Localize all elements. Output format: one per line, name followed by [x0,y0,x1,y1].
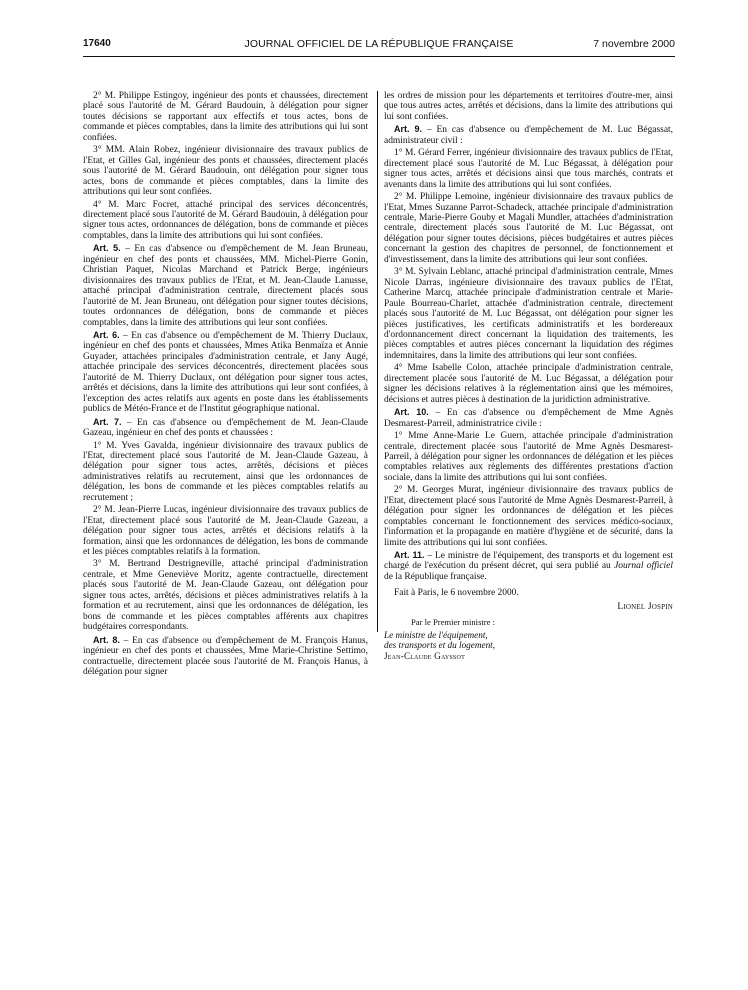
left-column [83,91,368,679]
paragraph: 3° MM. Alain Robez, ingénieur divisionnaire des travaux publics de l'Etat, et Gilles Gal, ingénieur des ponts et chaussées, directement placés sous l'autorité de M. Gérard Baudouin, ont délégation pour signer tous actes, bons de commande et pièces comptables, dans la limite des attributions qui leur sont confiées. [83,145,368,198]
article-text: – En cas d'absence ou d'empêchement de Mme Agnès Desmarest-Parreil, administratrice civile : [384,408,673,429]
paragraph: 2° M. Jean-Pierre Lucas, ingénieur divisionnaire des travaux publics de l'Etat, directement placé sous l'autorité de M. Jean-Claude Gazeau, a délégation pour signer tous actes, arrêtés et décisions relatifs à la formation, ainsi que les ordonnances de délégation, les bons de commande et les pièces comptables relatifs à la formation. [83,505,368,558]
article-label: Art. 8. [93,634,120,645]
paragraph-continued: les ordres de mission pour les départements et territoires d'outre-mer, ainsi que tous autres actes, arrêtés et décisions, dans la limite des attributions qui lui sont confiées. [384,91,673,122]
article-8 [83,635,368,678]
article-label: Art. 9. [394,124,423,135]
minister-title-line2: des transports et du logement, [384,640,496,651]
article-label: Art. 11. [394,550,425,561]
journal-title: JOURNAL OFFICIEL DE LA RÉPUBLIQUE FRANÇAISE [244,38,514,50]
article-text: – En cas d'absence ou d'empêchement de M. Jean Bruneau, ingénieur en chef des ponts et chaussées, MM. Michel-Pierre Gonin, Christian Paquet, Nicolas Marchand et Patrick Berge, ingénieurs divisionnaires des travaux publics de l'Etat, et M. Jean-Claude Lanusse, attaché principal d'administration centrale, directement placés sous l'autorité de M. Jean Bruneau, ont délégation pour signer toutes décisions, toutes ordonnances de délégation, bons de commande et pièces comptables, dans la limite des attributions qui leur sont confiées. [83,244,368,328]
paragraph: 2° M. Georges Murat, ingénieur divisionnaire des travaux publics de l'Etat, directement placé sous l'autorité de Mme Agnès Desmarest-Parreil, à délégation pour signer les ordonnances de délégation et les pièces comptables concernant le fonctionnement des services médico-sociaux, l'information et la propagande en matière d'hygiène et de sécurité, dans la limite des attributions qui lui sont confiées. [384,485,673,548]
article-text-end: de la République française. [384,571,487,582]
article-label: Art. 7. [93,416,122,427]
paragraph: 3° M. Bertrand Destrigneville, attaché principal d'administration centrale, et Mme Geneviève Moritz, agente contractuelle, directement placés sous l'autorité de M. Jean-Claude Gazeau, ont délégation pour signer tous actes, arrêtés, décisions et pièces administratives relatifs à la formation et au recrutement, ainsi que les ordonnances de délégation, les bons de commande et les pièces comptables afférents aux chapitres budgétaires correspondants. [83,559,368,633]
paragraph: 2° M. Philippe Lemoine, ingénieur divisionnaire des travaux publics de l'Etat, Mmes Suzanne Parrot-Schadeck, attachée principale d'administration centrale, Marie-Pierre Gouby et Magali Mundler, attachées d'administration centrale, directement placés sous l'autorité de M. Luc Bégassat, ont délégation pour signer toutes décisions, pièces budgétaires et autres pièces concernant la gestion des chapitres de personnel, de fonctionnement et d'investissement, dans la limite des attributions qui leur sont confiées. [384,192,673,265]
article-label: Art. 5. [93,243,121,254]
article-6 [83,330,368,415]
page-number: 17640 [83,38,111,49]
article-10 [384,407,673,429]
article-text: – En cas d'absence ou d'empêchement de M. Jean-Claude Gazeau, ingénieur en chef des ponts et chaussées : [83,417,368,439]
issue-date: 7 novembre 2000 [593,38,675,50]
paragraph: 2° M. Philippe Estingoy, ingénieur des ponts et chaussées, directement placé sous l'autorité de M. Gérard Baudouin, à délégation pour signer toutes décisions se rapportant aux effectifs et tous actes, bons de commande et pièces comptables, dans la limite des attributions qui lui sont confiées. [83,91,368,143]
paragraph: 1° M. Gérard Ferrer, ingénieur divisionnaire des travaux publics de l'Etat, directement placé sous l'autorité de M. Luc Bégassat, à délégation pour signer tous actes, arrêtés et décisions ainsi que tous marchés, contrats et avenants dans la limite des attributions qui lui sont confiées. [384,148,673,190]
minister-title-line1: Le ministre de l'équipement, [384,629,488,640]
article-label: Art. 10. [394,407,429,418]
signature-date: Fait à Paris, le 6 novembre 2000. [394,588,519,599]
paragraph: 1° M. Yves Gavalda, ingénieur divisionnaire des travaux publics de l'Etat, directement placé sous l'autorité de M. Jean-Claude Gazeau, à délégation pour signer tous actes, arrêtés, décisions et pièces administratives relatifs au recrutement, ainsi que les ordonnances de délégation, les bons de commande et les pièces comptables relatifs au recrutement ; [83,440,368,503]
par-premier-ministre: Par le Premier ministre : [411,617,496,628]
paragraph: 3° M. Sylvain Leblanc, attaché principal d'administration centrale, Mmes Nicole Darras, ingénieure divisionnaire des travaux publics de l'Etat, Catherine Marcq, attachée principale d'administration centrale et Marie-Paule Bourreau-Charlet, attachée d'administration centrale, directement placés sous l'autorité de M. Luc Bégassat, ont délégation pour signer les pièces justificatives, les certificats administratifs et les bordereaux d'ordonnancement direct concernant la liquidation des traitements, les pièces comptables et autres pièces concernant la liquidation des régimes indemnitaires, dans la limite des attributions qui leur sont confiées. [384,267,673,361]
article-11 [384,550,673,582]
article-text: – En cas d'absence ou d'empêchement de M. François Hanus, ingénieur en chef des ponts et chaussées, Mme Marie-Christine Settimo, contractuelle, directement placée sous l'autorité de M. François Hanus, à délégation pour signer [83,635,368,678]
journal-name: Journal officiel [614,561,673,572]
article-5 [83,243,368,328]
paragraph: 4° Mme Isabelle Colon, attachée principale d'administration centrale, directement placée sous l'autorité de M. Luc Bégassat, a délégation pour signer les décisions relatives à la réglementation ainsi que les mémoires, décisions et autres pièces à destination de la juridiction administrative. [384,363,673,405]
article-text: – En cas d'absence ou d'empêchement de M. Luc Bégassat, administrateur civil : [384,125,673,146]
page-header [83,38,675,54]
column-divider [377,91,378,632]
right-column [384,91,673,661]
article-7 [83,417,368,439]
minister-name: Jean-Claude Gayssot [384,650,465,661]
prime-minister-signature: Lionel Jospin [617,601,673,612]
paragraph: 4° M. Marc Focret, attaché principal des services déconcentrés, directement placé sous l'autorité de M. Gérard Baudouin, à délégation pour signer tous actes, ordonnances de délégation, bons de commande et pièces comptables, dans la limite des attributions qui lui sont confiées. [83,199,368,241]
article-text: – Le ministre de l'équipement, des transports et du logement est chargé de l'exécution du présent décret, qui sera publié au [384,551,673,572]
article-text: – En cas d'absence ou d'empêchement de M. Thierry Duclaux, ingénieur en chef des ponts et chaussées, Mmes Atika Benmaïza et Annie Guyader, attachées principales d'administration centrale, et Jany Augé, attachée principale des services déconcentrés, directement placées sous l'autorité de M. Thierry Duclaux, ont délégation pour signer tous actes, arrêtés et décisions, dans la limite des attributions qui leur sont confiées, à l'exception des actes relatifs aux agents en poste dans les établissements publics de Météo-France et de l'Institut géographique national. [83,330,368,415]
header-rule [83,56,675,57]
article-label: Art. 6. [93,329,120,340]
article-9 [384,124,673,146]
paragraph: 1° Mme Anne-Marie Le Guern, attachée principale d'administration centrale, directement placée sous l'autorité de Mme Agnès Desmarest-Parreil, à délégation pour signer les ordonnances de délégation et les pièces comptables relatives aux règlements des différentes prestations d'action sociale, dans la limite des attributions qui lui sont confiées. [384,431,673,483]
